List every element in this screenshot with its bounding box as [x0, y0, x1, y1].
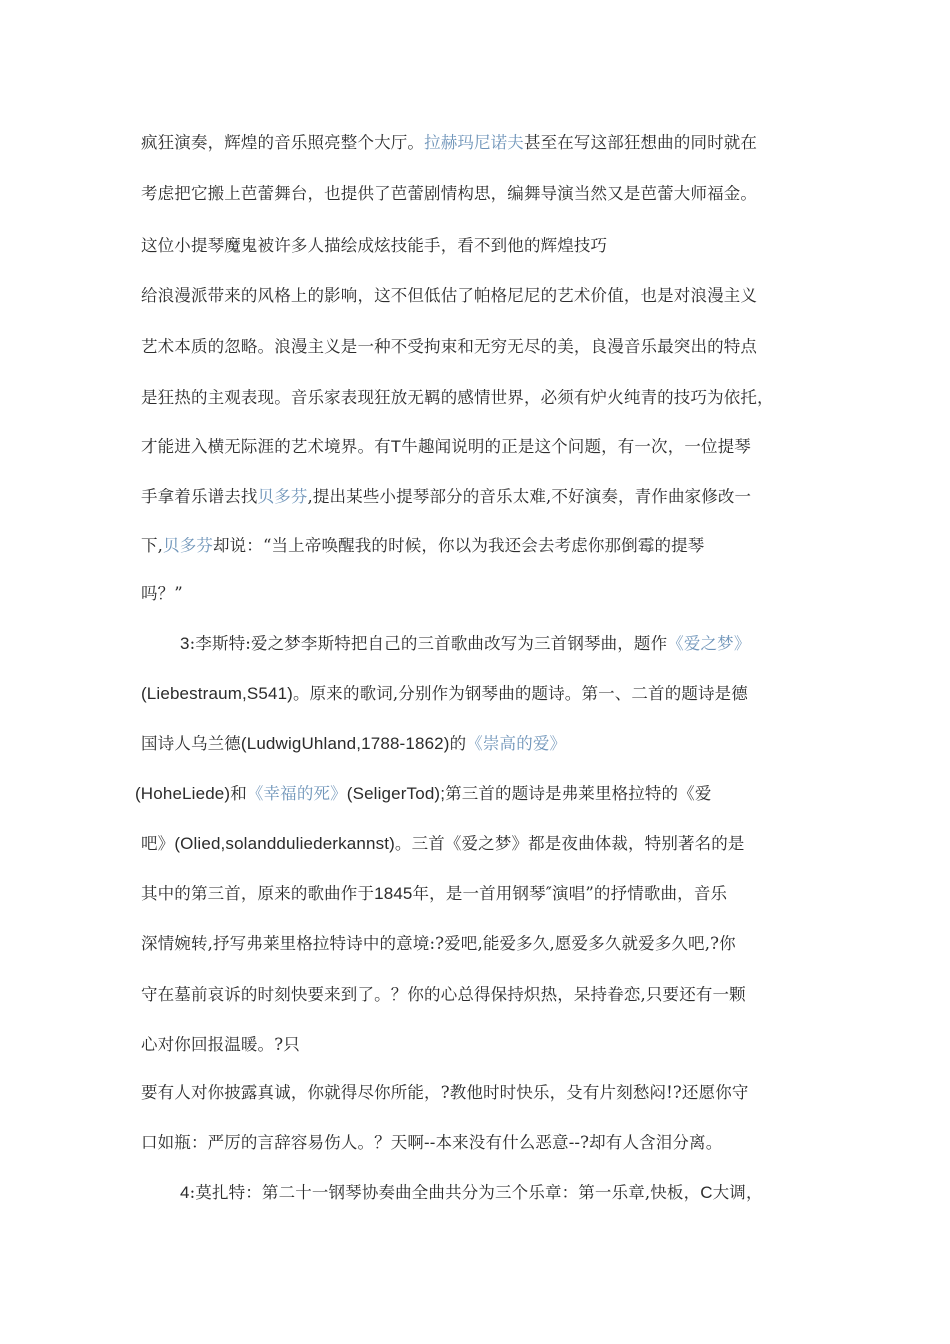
- paragraph-line: 艺术本质的忽略。浪漫主义是一种不受拘束和无穷无尽的美，良漫音乐最突出的特点: [141, 337, 758, 356]
- paragraph-line: 守在墓前哀诉的时刻快要来到了。？你的心总得保持炽热，呆持眷恋,只要还有一颗: [141, 985, 746, 1004]
- paragraph-line: 手拿着乐谱去找贝多芬,提出某些小提琴部分的音乐太难,不好演奏，青作曲家修改一: [141, 487, 752, 506]
- paragraph-line: 考虑把它搬上芭蕾舞台，也提供了芭蕾剧情构思，编舞导演当然又是芭蕾大师福金。: [141, 184, 758, 203]
- beethoven-link[interactable]: 贝多芬: [163, 536, 213, 555]
- paragraph-line: 给浪漫派带来的风格上的影响，这不但低估了帕格尼尼的艺术价值，也是对浪漫主义: [141, 286, 758, 305]
- paragraph-line: 吗？”: [141, 584, 183, 603]
- paragraph-line: 深情婉转,抒写弗莱里格拉特诗中的意境:?爱吧,能爱多久,愿爱多久就爱多久吧,?你: [141, 934, 736, 953]
- paragraph-line: 吧》(Olied,solandduliederkannst)。三首《爱之梦》都是夜曲体裁，特别著名的是: [141, 834, 745, 853]
- paragraph-line: 3:李斯特:爱之梦李斯特把自己的三首歌曲改写为三首钢琴曲，题作《爱之梦》: [180, 634, 751, 653]
- rachmaninoff-link[interactable]: 拉赫玛尼诺夫: [424, 133, 524, 152]
- paragraph-line: 国诗人乌兰德(LudwigUhland,1788-1862)的《崇高的爱》: [141, 734, 567, 753]
- paragraph-line: 才能进入横无际涯的艺术境界。有T牛趣闻说明的正是这个问题，有一次，一位提琴: [141, 437, 751, 456]
- paragraph-line: 心对你回报温暖。?只: [141, 1035, 300, 1054]
- paragraph-line: 下,贝多芬却说：“当上帝唤醒我的时候，你以为我还会去考虑你那倒霉的提琴: [141, 536, 705, 555]
- paragraph-line: 要有人对你披露真诚，你就得尽你所能，?教他时时快乐，殳有片刻愁闷!?还愿你守: [141, 1083, 749, 1102]
- paragraph-line: (HoheLiede)和《幸福的死》(SeligerTod);第三首的题诗是弗莱里格拉特的《爱: [135, 784, 712, 803]
- beethoven-link[interactable]: 贝多芬: [257, 487, 308, 506]
- seliger-tod-link[interactable]: 《幸福的死》: [246, 784, 347, 803]
- hohe-liebe-link[interactable]: 《崇高的爱》: [466, 734, 567, 753]
- paragraph-line: 其中的第三首，原来的歌曲作于1845年，是一首用钢琴″演唱”的抒情歌曲，音乐: [141, 884, 728, 903]
- paragraph-line: 口如瓶：严厉的言辞容易伤人。？天啊--本来没有什么恶意--?却有人含泪分离。: [141, 1133, 723, 1152]
- paragraph-line: 这位小提琴魔鬼被许多人描绘成炫技能手，看不到他的辉煌技巧: [141, 236, 608, 255]
- paragraph-line: 4:莫扎特：第二十一钢琴协奏曲全曲共分为三个乐章：第一乐章,快板，C大调，: [180, 1183, 763, 1202]
- paragraph-line: (Liebestraum,S541)。原来的歌词,分别作为钢琴曲的题诗。第一、二首的题诗是德: [141, 684, 748, 703]
- liebestraum-link[interactable]: 《爱之梦》: [667, 634, 751, 653]
- paragraph-line: 是狂热的主观表现。音乐家表现狂放无羁的感情世界，必须有炉火纯青的技巧为依托，: [141, 388, 774, 407]
- paragraph-line: 疯狂演奏，辉煌的音乐照亮整个大厅。拉赫玛尼诺夫甚至在写这部狂想曲的同时就在: [141, 133, 758, 152]
